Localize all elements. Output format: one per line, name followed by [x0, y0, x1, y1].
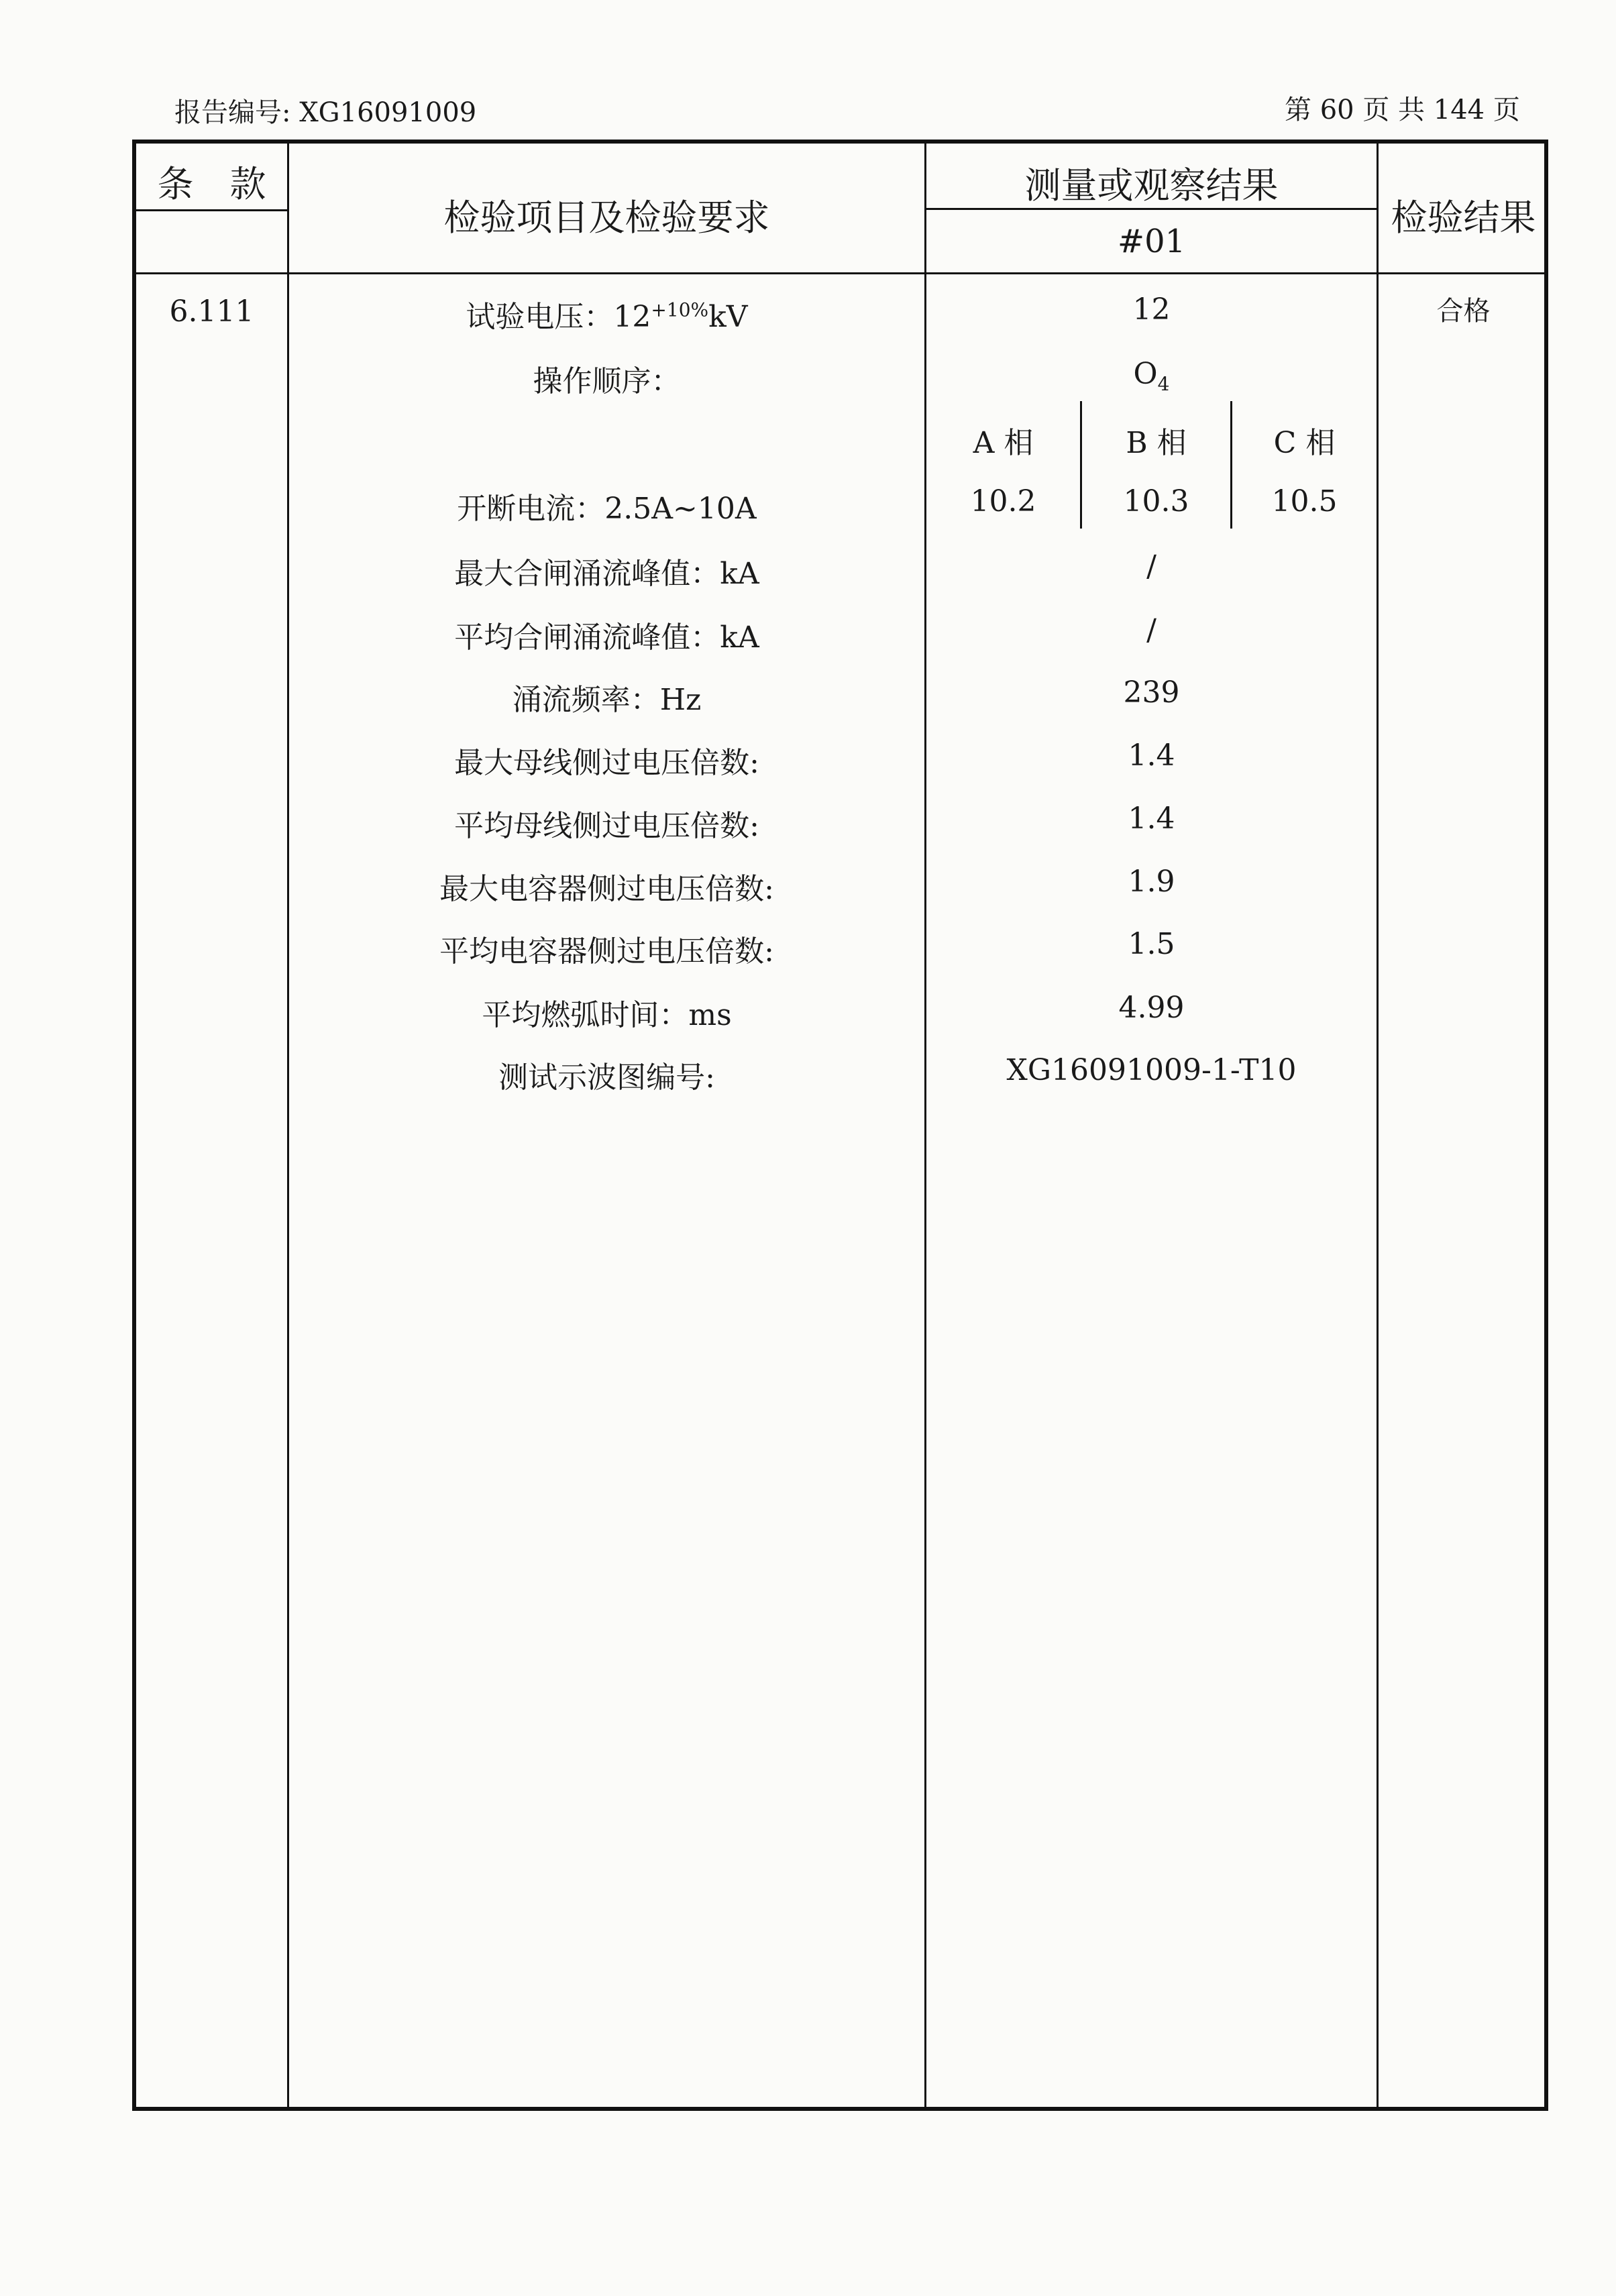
clause-header-divider [136, 209, 287, 211]
report-number: 报告编号: XG16091009 [174, 97, 477, 128]
clause-number: 6.111 [169, 294, 254, 329]
inspection-table [132, 140, 1548, 2111]
col-divider-1 [287, 144, 289, 2111]
item-label: 最大电容器侧过电压倍数: [439, 872, 774, 906]
item-value: 1.4 [1128, 802, 1175, 836]
result-value: 合格 [1436, 296, 1491, 327]
item-value: / [1146, 549, 1156, 584]
item-value: / [1146, 613, 1156, 647]
item-value: 4.99 [1118, 991, 1185, 1025]
item-label: 平均母线侧过电压倍数: [454, 809, 759, 843]
phase-a-current: 10.2 [970, 484, 1036, 518]
item-header: 检验项目及检验要求 [443, 197, 770, 239]
current-label: 开断电流：2.5A~10A [457, 492, 757, 526]
item-label: 平均燃弧时间：ms [482, 998, 732, 1032]
item-label: 涌流频率：Hz [512, 683, 702, 717]
clause-header: 条 款 [157, 163, 266, 205]
sample-header: #01 [1117, 223, 1186, 260]
phase-c-header: C 相 [1273, 426, 1336, 460]
voltage-value: 12 [1132, 292, 1171, 327]
phase-b-current: 10.3 [1123, 484, 1189, 518]
item-value: 1.5 [1128, 927, 1175, 961]
sequence-label: 操作顺序： [533, 364, 681, 398]
item-value: 239 [1123, 675, 1180, 710]
phase-b-header: B 相 [1126, 426, 1187, 460]
measure-header: 测量或观察结果 [1024, 164, 1279, 207]
page-number: 第 60 页 共 144 页 [1285, 95, 1520, 125]
phase-c-current: 10.5 [1271, 484, 1338, 518]
item-label: 平均合闸涌流峰值：kA [454, 620, 759, 655]
voltage-label: 试验电压：$12^{+10\%}kV$ [466, 298, 748, 334]
item-label: 最大母线侧过电压倍数: [454, 746, 759, 780]
item-value: 1.4 [1128, 739, 1175, 773]
item-label: 测试示波图编号: [498, 1060, 715, 1095]
item-label: 平均电容器侧过电压倍数: [439, 934, 774, 969]
result-header: 检验结果 [1391, 197, 1536, 239]
sequence-value: $O_4$ [1133, 357, 1170, 395]
header-bottom-line [136, 272, 1548, 274]
item-label: 最大合闸涌流峰值：kA [454, 557, 759, 591]
phase-a-header: A 相 [973, 426, 1034, 460]
item-value: 1.9 [1128, 865, 1175, 899]
item-value: XG16091009-1-T10 [1006, 1053, 1297, 1087]
col-divider-3 [1377, 144, 1379, 2111]
